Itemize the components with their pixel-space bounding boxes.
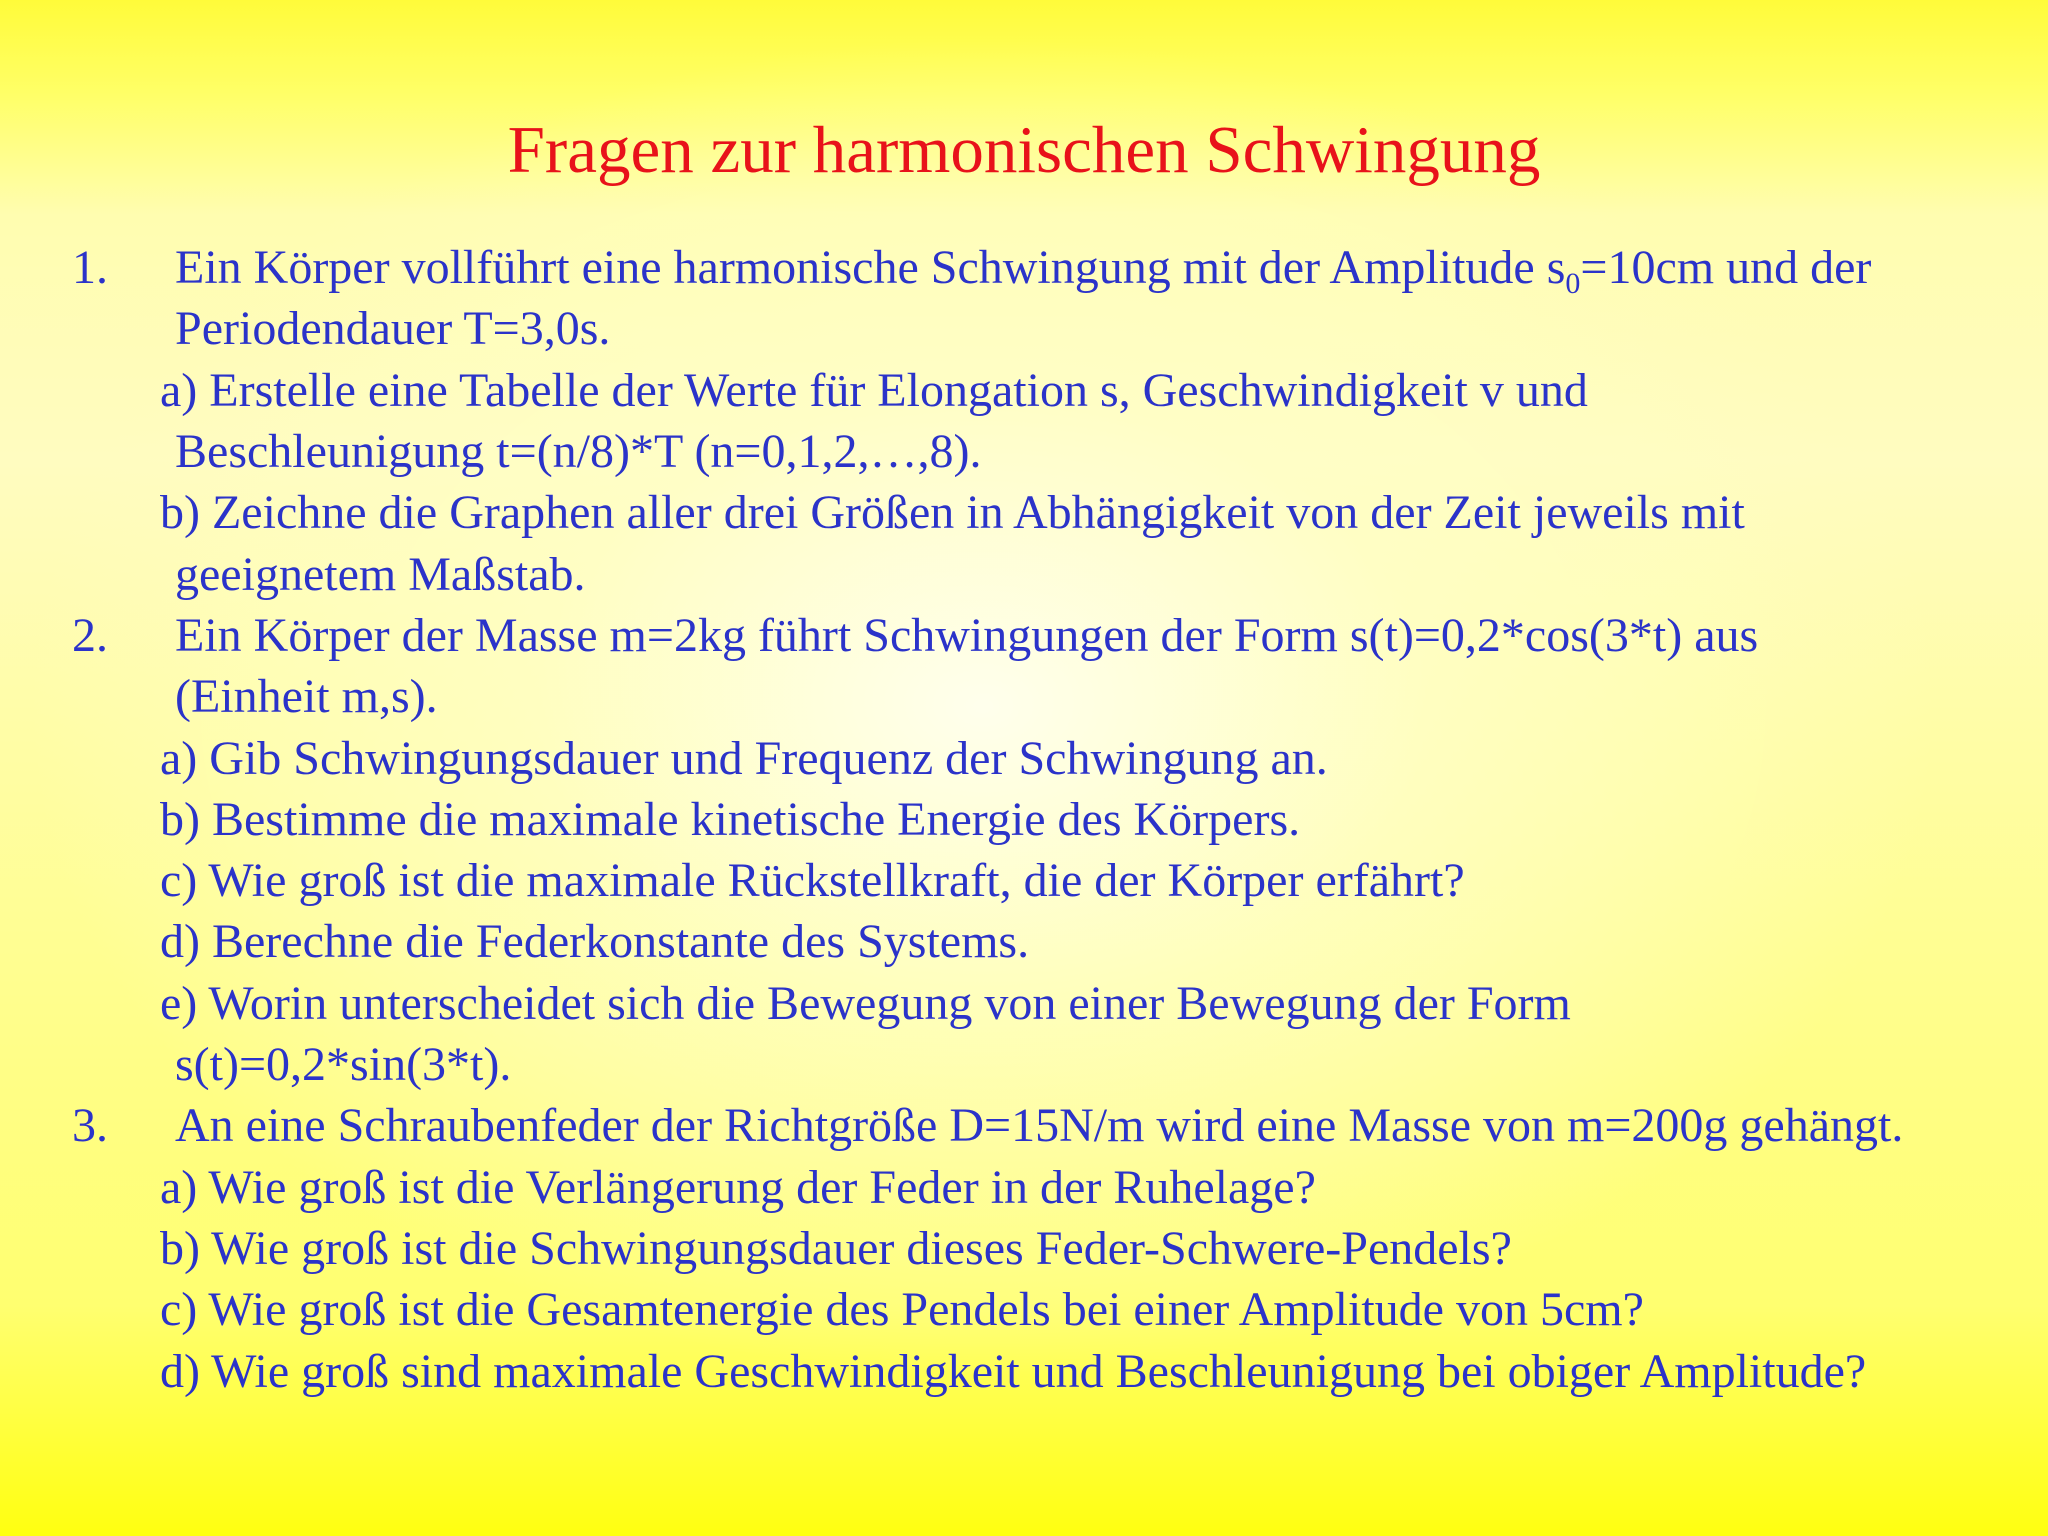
question-1-line-2: Periodendauer T=3,0s. (175, 302, 611, 355)
slide-title: Fragen zur harmonischen Schwingung (507, 113, 1541, 187)
question-2e-line-2: s(t)=0,2*sin(3*t). (175, 1038, 512, 1091)
question-1a-line-1: a) Erstelle eine Tabelle der Werte für Elongation s, Geschwindigkeit v und (160, 364, 1588, 417)
question-3-number: 3. (72, 1099, 108, 1152)
question-2c: c) Wie groß ist die maximale Rückstellkraft, die der Körper erfährt? (160, 854, 1465, 907)
question-1b-line-2: geeignetem Maßstab. (175, 548, 586, 601)
question-3a: a) Wie groß ist die Verlängerung der Feder in der Ruhelage? (160, 1161, 1316, 1214)
question-1-text-b: =10cm und der (1580, 241, 1872, 294)
question-2d: d) Berechne die Federkonstante des Systems. (160, 915, 1030, 968)
question-2-number: 2. (72, 609, 108, 662)
question-3c: c) Wie groß ist die Gesamtenergie des Pendels bei einer Amplitude von 5cm? (160, 1283, 1644, 1336)
question-1-number: 1. (72, 241, 108, 294)
question-2b: b) Bestimme die maximale kinetische Energie des Körpers. (160, 793, 1301, 846)
question-1a-line-2: Beschleunigung t=(n/8)*T (n=0,1,2,…,8). (175, 425, 982, 478)
question-2a: a) Gib Schwingungsdauer und Frequenz der Schwingung an. (160, 732, 1328, 785)
question-3-line-1: An eine Schraubenfeder der Richtgröße D=15N/m wird eine Masse von m=200g gehängt. (175, 1099, 1904, 1152)
question-1b-line-1: b) Zeichne die Graphen aller drei Größen in Abhängigkeit von der Zeit jeweils mit (160, 486, 1745, 539)
amplitude-subscript: 0 (1565, 267, 1581, 300)
question-1-line-1 (175, 240, 1872, 300)
question-2-line-2: (Einheit m,s). (175, 670, 438, 723)
question-2-line-1: Ein Körper der Masse m=2kg führt Schwingungen der Form s(t)=0,2*cos(3*t) aus (175, 609, 1759, 662)
question-3b: b) Wie groß ist die Schwingungsdauer dieses Feder-Schwere-Pendels? (160, 1222, 1512, 1275)
question-2e-line-1: e) Worin unterscheidet sich die Bewegung von einer Bewegung der Form (160, 977, 1571, 1030)
question-1-text-a: Ein Körper vollführt eine harmonische Schwingung mit der Amplitude s (175, 241, 1566, 294)
question-3d: d) Wie groß sind maximale Geschwindigkeit und Beschleunigung bei obiger Amplitude? (160, 1345, 1867, 1398)
